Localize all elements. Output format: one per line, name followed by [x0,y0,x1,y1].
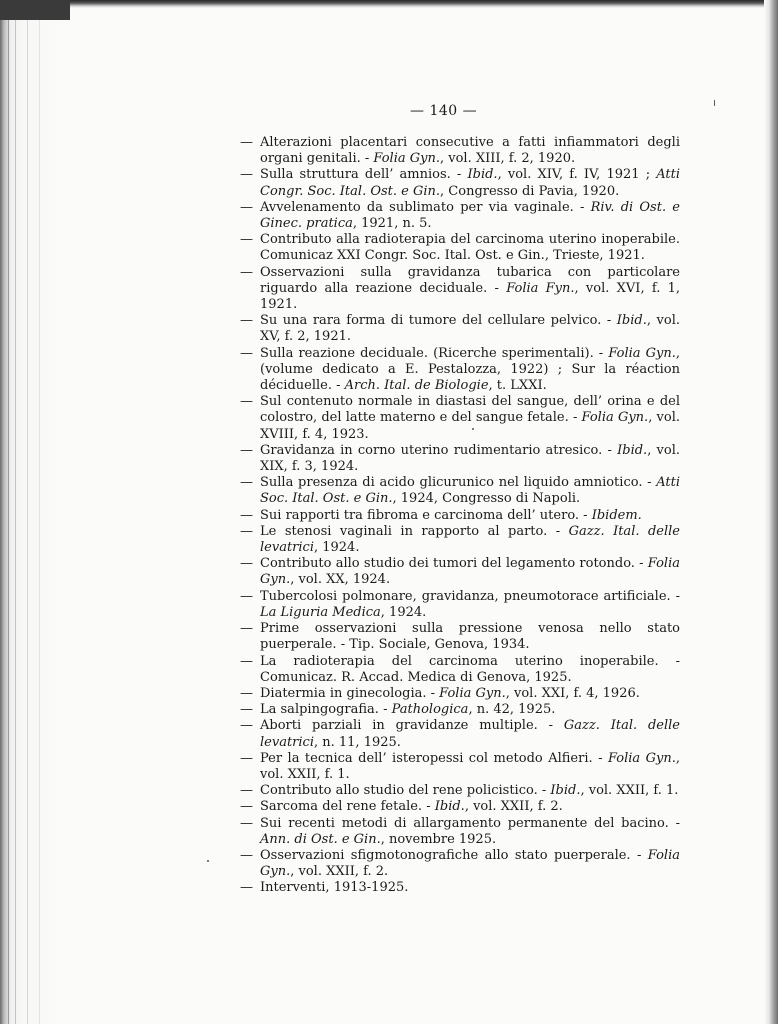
bibliography-entry [240,200,680,232]
entry-dash: — [240,702,253,718]
entry-text: , vol. XIX, f. 3, 1924. [260,442,681,475]
entry-text: , vol. XXII, f. 2. [464,799,563,815]
bibliography-entry [240,443,680,475]
entry-dash: — [240,588,253,604]
entry-dash: — [240,783,253,799]
entry-text: , (volume dedicato a E. Pestalozza, 1922) ; Sur la réaction déciduelle. - [260,345,680,394]
entry-text: , vol. XXII, f. 2. [290,864,389,880]
entry-text: Avvelenamento da sublimato per via vaginale. - [260,199,591,215]
entry-journal: Ibid. [617,442,648,458]
entry-journal: Folia Gyn. [260,847,680,880]
entry-text: Alterazioni placentari consecutive a fatti infiammatori degli organi genitali. - [260,135,680,167]
bibliography-entry [240,313,680,345]
bibliography-entry [240,524,680,556]
page-number: — 140 — [410,103,478,119]
entry-journal: Gazz. Ital. delle levatrici [260,718,680,750]
bibliography-entry [240,589,680,621]
entry-text: La radioterapia del carcinoma uterino inoperabile. - Comunicaz. R. Accad. Medica di Genova, 1925. [260,653,680,685]
entry-text: , n. 11, 1925. [313,734,401,750]
entry-text: Sulla reazione deciduale. (Ricerche sperimentali). - [260,345,609,361]
entry-text: Sul contenuto normale in diastasi del sangue, dell’ orina e del colostro, del latte materno e del sangue fetale. - [260,394,680,426]
ink-speck [207,860,209,862]
entry-text: , vol. XX, 1924. [290,572,391,588]
right-edge [764,0,778,1024]
entry-text: , vol. XXII, f. 1. [580,783,679,799]
entry-dash: — [240,475,253,491]
entry-dash: — [240,199,253,215]
ink-speck [472,428,474,430]
bibliography-entry [240,686,680,702]
entry-journal: Ibid. [467,167,498,183]
bibliography-entry [240,346,680,395]
entry-text: Per la tecnica dell’ isteropessi col metodo Alfieri. - [260,750,608,766]
entry-dash: — [240,394,253,410]
entry-text: Tubercolosi polmonare, gravidanza, pneumotorace artificiale. - [260,588,680,604]
entry-text: Sulla presenza di acido glicurunico nel liquido amniotico. - [260,475,657,491]
entry-journal: Ann. di Ost. e Gin. [260,831,381,847]
bibliography-entry [240,702,680,718]
entry-text: , vol. XV, f. 2, 1921. [260,313,680,345]
entry-journal: Folia Gyn. [373,151,440,167]
entry-text: Sulla struttura dell’ amnios. - [260,167,468,183]
entry-dash: — [240,264,253,280]
entry-journal: Folia Gyn. [439,685,506,701]
entry-dash: — [240,556,253,572]
entry-text: , vol. XXI, f. 4, 1926. [505,685,640,701]
bibliography-entry [240,556,680,588]
entry-dash: — [240,135,253,150]
entry-dash: — [240,653,253,669]
entry-text: Sarcoma del rene fetale. - [260,799,435,815]
bibliography-entry [240,816,680,848]
entry-dash: — [240,799,253,815]
entry-dash: — [240,621,253,637]
entry-dash: — [240,685,253,701]
entry-journal: Pathologica [391,702,469,718]
entry-dash: — [240,750,253,766]
entry-dash: — [240,345,253,361]
entry-journal: Folia Gyn. [581,410,649,426]
entry-text: , n. 42, 1925. [468,702,556,718]
entry-text: Interventi, 1913-1925. [260,880,409,896]
entry-text: , vol. XVIII, f. 4, 1923. [260,410,680,442]
entry-text: , Congresso di Pavia, 1920. [440,183,620,199]
entry-journal: Ibid. [550,783,581,799]
entry-journal: Ibid. [434,799,465,815]
bibliography-entry [240,718,680,750]
entry-journal: Folia Gyn. [260,556,680,588]
entry-text: , novembre 1925. [380,831,497,847]
entry-journal: Ibid. [616,313,647,329]
entry-text: Gravidanza in corno uterino rudimentario atresico. - [260,442,618,458]
entry-text: , vol. XVI, f. 1, 1921. [260,280,680,313]
entry-text: Osservazioni sulla gravidanza tubarica con particolare riguardo alla reazione deciduale. - [260,264,680,296]
bibliography-entry [240,654,680,686]
bibliography-entry [240,135,680,167]
bibliography-entry [240,475,680,507]
entry-text: Diatermia in ginecologia. - [260,685,440,701]
bibliography-entry [240,799,680,815]
bibliography-entry [240,621,680,653]
bibliography-entry [240,508,680,524]
entry-text: Contributo allo studio dei tumori del legamento rotondo. - [260,556,648,572]
entry-text: Contributo alla radioterapia del carcinoma uterino inoperabile. Comunicaz XXI Congr. Soc. Ital. Ost. e Gin., Trieste, 1921. [260,232,680,264]
bibliography-entry [240,783,680,799]
entry-dash: — [240,523,253,539]
entry-dash: — [240,507,253,523]
bibliography-entry [240,848,680,880]
entry-text: Contributo allo studio del rene policistico. - [260,783,551,799]
entry-journal: Atti Congr. Soc. Ital. Ost. e Gin. [260,167,680,199]
entry-dash: — [240,880,253,896]
bibliography-entry [240,880,680,896]
entry-journal: Folia Gyn. [607,750,676,766]
entry-text: , vol. XXII, f. 1. [260,750,680,782]
entry-journal: La Liguria Medica [260,604,381,620]
bibliography-entry [240,394,680,443]
entry-journal: Riv. di Ost. e Ginec. pratica [260,199,680,232]
ink-speck [714,100,715,106]
entry-text: La salpingografia. - [260,702,392,718]
entry-dash: — [240,313,253,329]
entry-text: Sui recenti metodi di allargamento permanente del bacino. - [260,815,680,831]
entry-text: , 1924. [380,604,427,620]
entry-text: , 1921, n. 5. [352,216,432,232]
binding-edge [0,0,62,1024]
entry-text: Le stenosi vaginali in rapporto al parto. - [260,523,569,539]
entry-text: , 1924, Congresso di Napoli. [392,491,581,507]
entry-text: Sui rapporti tra fibroma e carcinoma dell’ utero. - [260,507,592,523]
bibliography-entry [240,232,680,264]
entry-dash: — [240,232,253,248]
entry-text: , 1924. [313,540,360,556]
entry-text: , vol. XIV, f. IV, 1921 ; [497,167,657,183]
entry-journal: Folia Fyn. [506,280,575,296]
entry-text: Aborti parziali in gravidanze multiple. - [260,718,564,734]
entry-dash: — [240,442,253,458]
entry-text: Osservazioni sfigmotonografiche allo stato puerperale. - [260,847,648,863]
bibliography-entry [240,167,680,199]
entry-journal: Gazz. Ital. delle levatrici [260,523,680,556]
entry-journal: Folia Gyn. [608,345,676,361]
bibliography-list [240,135,680,897]
entry-journal: Ibidem. [591,507,642,523]
entry-text: Prime osservazioni sulla pressione venosa nello stato puerperale. - Tip. Sociale, Genova, 1934. [260,621,680,653]
entry-text: , t. LXXI. [488,378,547,394]
entry-dash: — [240,718,253,734]
entry-journal: Atti Soc. Ital. Ost. e Gin. [260,475,680,507]
entry-journal: Arch. Ital. de Biologie [344,378,489,394]
top-edge [0,0,778,8]
entry-text: , vol. XIII, f. 2, 1920. [439,151,576,167]
entry-dash: — [240,847,253,863]
entry-text: Su una rara forma di tumore del cellulare pelvico. - [260,313,617,329]
entry-dash: — [240,815,253,831]
entry-dash: — [240,167,253,183]
bibliography-entry [240,265,680,314]
bibliography-entry [240,751,680,783]
